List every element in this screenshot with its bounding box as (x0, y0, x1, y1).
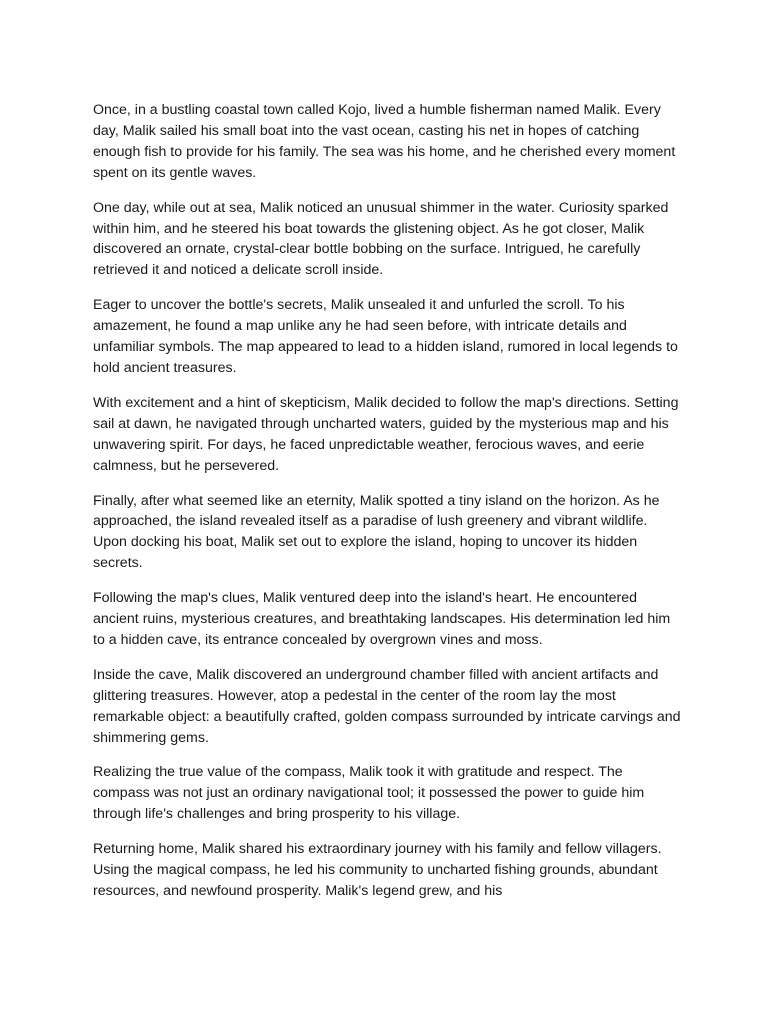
story-body (93, 100, 681, 916)
paragraph-8: Realizing the true value of the compass, Malik took it with gratitude and respect. The compass was not just an ordinary navigational tool; it possessed the power to guide him through life's challenges and bring prosperity to his village. (93, 764, 645, 823)
paragraph-3: Eager to uncover the bottle's secrets, Malik unsealed it and unfurled the scroll. To his amazement, he found a map unlike any he had seen before, with intricate details and unfamiliar symbols. The map appeared to lead to a hidden island, rumored in local legends to hold ancient treasures. (93, 297, 678, 376)
paragraph-4: With excitement and a hint of skepticism, Malik decided to follow the map's directions. Setting sail at dawn, he navigated through uncharted waters, guided by the mysterious map and his unwavering spirit. For days, he faced unpredictable weather, ferocious waves, and eerie calmness, but he persevered. (93, 394, 679, 474)
paragraph-5: Finally, after what seemed like an eternity, Malik spotted a tiny island on the horizon. As he approached, the island revealed itself as a paradise of lush greenery and vibrant wildlife. Upon docking his boat, Malik set out to explore the island, hoping to uncover its hidden secrets. (93, 492, 660, 572)
paragraph-9: Returning home, Malik shared his extraordinary journey with his family and fellow villagers. Using the magical compass, he led his community to uncharted fishing grounds, abundant resources, and newfound prosperity. Malik's legend grew, and his (93, 841, 662, 899)
paragraph-7: Inside the cave, Malik discovered an underground chamber filled with ancient artifacts and glittering treasures. However, atop a pedestal in the center of the room lay the most remarkable object: a beautifully crafted, golden compass surrounded by intricate carvings and shimmering gems. (93, 666, 681, 746)
paragraph-2: One day, while out at sea, Malik noticed an unusual shimmer in the water. Curiosity sparked within him, and he steered his boat towards the glistening object. As he got closer, Malik discovered an ornate, crystal-clear bottle bobbing on the surface. Intrigued, he carefully retrieved it and noticed a delicate scroll inside. (93, 199, 669, 279)
paragraph-6: Following the map's clues, Malik ventured deep into the island's heart. He encountered ancient ruins, mysterious creatures, and breathtaking landscapes. His determination led him to a hidden cave, its entrance concealed by overgrown vines and moss. (93, 590, 671, 648)
paragraph-1: Once, in a bustling coastal town called Kojo, lived a humble fisherman named Malik. Every day, Malik sailed his small boat into the vast ocean, casting his net in hopes of catching enough fish to provide for his family. The sea was his home, and he cherished every moment spent on its gentle waves. (93, 102, 676, 181)
